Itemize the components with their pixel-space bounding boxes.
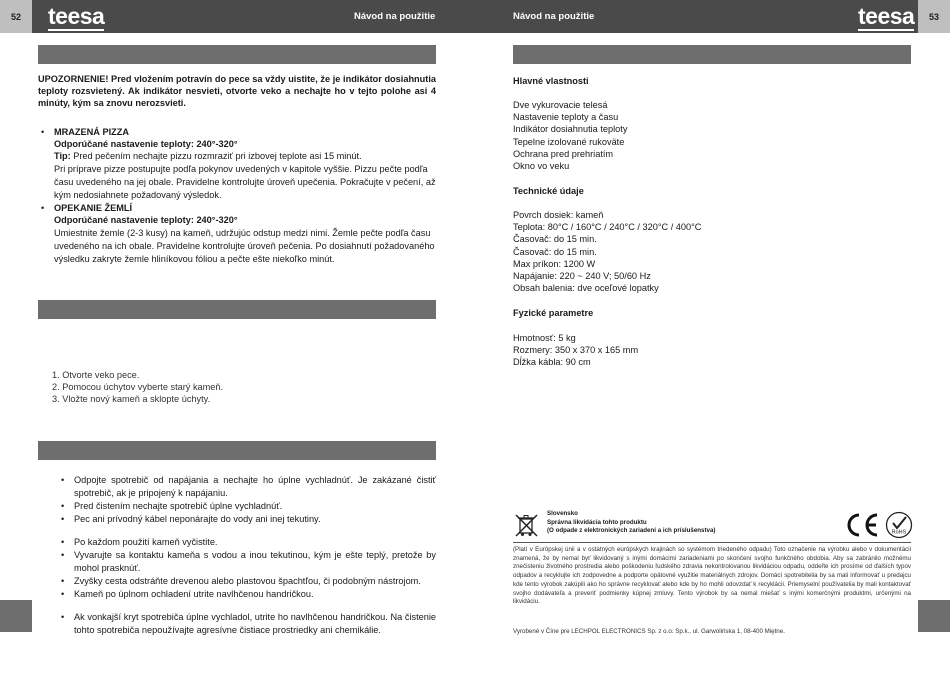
disposal-country: Slovensko (547, 510, 578, 517)
section-bar-specs (513, 45, 911, 64)
disposal-title: Správna likvidácia tohto produktu (547, 518, 647, 526)
section-bar-stone-replacement (38, 300, 436, 319)
rolls-body: Umiestnite žemle (2-3 kusy) na kameň, udržujúc odstup medzi nimi. Žemle pečte podľa času uvedeného na ich obale. Pravidelne kontrolujte úroveň pečenia. Po dosiahnutí požadovaného výsledku zakryte žemle hliníkovou fóliou a pečte ešte niekoľko minút. (54, 227, 435, 265)
right-page-number: 53 (918, 0, 950, 33)
section-bar-usage (38, 45, 436, 64)
section-bar-cleaning (38, 441, 436, 460)
usage-list (54, 126, 436, 266)
disposal-subtitle: (O odpade z elektronických zariadení a ich príslušenstva) (547, 527, 716, 535)
pizza-temp: Odporúčané nastavenie teploty: 240°-320° (54, 139, 238, 150)
tech-list (513, 209, 903, 294)
right-logo-underline (858, 29, 914, 31)
rohs-label: RoHS (891, 529, 907, 536)
left-logo-underline (48, 29, 104, 31)
rolls-title: • OPEKANIE ŽEMLÍ (54, 203, 133, 214)
pizza-tip (54, 150, 436, 162)
left-side-tab (0, 600, 32, 632)
pizza-tip-text: Pred pečením nechajte pizzu rozmraziť pri izbovej teplote asi 15 minút. (70, 151, 362, 162)
care-item: • Zvyšky cesta odstráňte drevenou alebo plastovou špachtľou, či podobným nástrojom. (74, 575, 436, 588)
step-item: 2. Pomocou úchytov vyberte starý kameň. (52, 382, 224, 393)
phys-list (513, 332, 903, 369)
care-item: • Odpojte spotrebič od napájania a nechajte ho úplne vychladnúť. Je zakázané čistiť spotrebič, ak je pripojený k napájaniu. (74, 474, 436, 500)
pizza-tip-label: Tip: (54, 151, 71, 162)
left-logo-text: teesa (48, 3, 105, 29)
care-item: • Ak vonkajší kryt spotrebiča úplne vychladol, utrite ho navlhčenou handričkou. Na čistenie tohto spotrebiča nepoužívajte agresívne čistiace prostriedky ani chemikálie. (74, 611, 436, 637)
cleaning-list (74, 474, 436, 637)
feature-item: Indikátor dosiahnutia teploty (513, 124, 628, 135)
feature-item: Nastavenie teploty a času (513, 112, 619, 123)
right-logo-text: teesa (858, 3, 915, 29)
tech-item: Obsah balenia: dve oceľové lopatky (513, 283, 659, 294)
features-title: Hlavné vlastnosti (513, 76, 589, 86)
tech-item: Časovač: do 15 min. (513, 234, 597, 245)
manufacturer-text: Vyrobené v Číne pre LECHPOL ELECTRONICS Sp. z o.o. Sp.k., ul. Garwolińska 1, 08-400 Miętne. (513, 628, 785, 635)
right-logo (858, 4, 914, 31)
steps-list (52, 369, 432, 406)
left-logo (48, 4, 104, 31)
phys-item: Hmotnosť: 5 kg (513, 333, 576, 343)
care-item: • Pec ani prívodný kábel neponárajte do vody ani inej tekutiny. (74, 513, 436, 526)
rolls-temp: Odporúčané nastavenie teploty: 240°-320° (54, 215, 238, 226)
tech-item: Teplota: 80°C / 160°C / 240°C / 320°C / 400°C (513, 222, 702, 233)
right-header-title: Návod na použitie (513, 11, 595, 22)
phys-item: Dĺžka kábla: 90 cm (513, 357, 591, 368)
pizza-title: • MRAZENÁ PIZZA (54, 127, 130, 137)
tech-item: Časovač: do 15 min. (513, 246, 597, 257)
rolls-item (54, 202, 436, 266)
left-header-title: Návod na použitie (354, 11, 436, 22)
pizza-item (54, 126, 436, 202)
tech-title: Technické údaje (513, 186, 584, 196)
warning-text: UPOZORNENIE! Pred vložením potravín do pece sa vždy uistite, že je indikátor dosiahnutia teploty rozsvietený. Ak indikátor nesvieti, otvorte veko a nechajte ho v tejto polohe asi 4 minúty, kým sa znovu nerozsvieti. (38, 74, 436, 109)
step-item: 3. Vložte nový kameň a sklopte úchyty. (52, 394, 211, 405)
feature-item: Tepelne izolované rukoväte (513, 136, 625, 147)
tech-item: Napájanie: 220 ~ 240 V; 50/60 Hz (513, 271, 651, 282)
right-side-tab (918, 600, 950, 632)
care-item: • Vyvarujte sa kontaktu kameňa s vodou a inou tekutinou, kým je ešte teplý, pretože by mohol prasknúť. (74, 549, 436, 575)
feature-item: Okno vo veku (513, 161, 570, 172)
rohs-check-icon (885, 511, 913, 539)
step-item: 1. Otvorte veko pece. (52, 370, 140, 380)
left-page-number: 52 (0, 0, 32, 33)
disposal-divider (513, 542, 911, 543)
feature-item: Ochrana pred prehriatím (513, 148, 614, 159)
care-item: • Pred čistením nechajte spotrebič úplne vychladnúť. (74, 500, 436, 513)
disposal-heading (547, 510, 837, 536)
tech-item: Povrch dosiek: kameň (513, 210, 604, 220)
features-list (513, 99, 903, 172)
care-item: • Kameň po úplnom ochladení utrite navlhčenou handričkou. (74, 588, 436, 601)
disposal-text: (Platí v Európskej únii a v ostatných európskych krajinách so systémom triedeného odpadu) Toto označenie na výrobku alebo v dokumentácii znamená, že by nemal byť likvidovaný s inými domácimi zariadeniami po skončení svojho funkčného obdobia. Aby sa zabránilo možnému znečisteniu životného prostredia alebo poškodeniu ľudského zdravia nekontrolovanou likvidáciou odpadu, oddeľte ich prosíme od ďalších typov odpadov a recyklujte ich zodpovedne a podporte opätovné využitie materiálnych zdrojov. Domácí spotrebitelia by sa mali informovať u predajcu kde tento výrobok zakúpili ako ho správne recyklovať alebo kde by ho mohli odovzdať k recyklácii. Priemyselní používatelia by mali kontaktovať svojho dodávateľa a preveriť podmienky kúpnej zmluvy. Tento výrobok by sa nemal miešať s inými komerčnými produktmi, určenými na likvidáciu. (513, 546, 911, 606)
ce-mark-icon (843, 511, 883, 539)
pizza-body: Pri príprave pizze postupujte podľa pokynov uvedených v kapitole vyššie. Pizzu pečte podľa času uvedeného na jej obale. Pravidelne kontrolujte úroveň upečenia. Pokračujte v pečení, až kým nedosiahnete požadovaný výsledok. (54, 163, 436, 201)
phys-title: Fyzické parametre (513, 308, 594, 318)
page-header (0, 0, 950, 33)
phys-item: Rozmery: 350 x 370 x 165 mm (513, 345, 639, 356)
crossed-bin-icon (513, 511, 541, 539)
tech-item: Max príkon: 1200 W (513, 258, 596, 269)
care-item: • Po každom použití kameň vyčistite. (74, 536, 436, 549)
feature-item: Dve vykurovacie telesá (513, 100, 608, 110)
